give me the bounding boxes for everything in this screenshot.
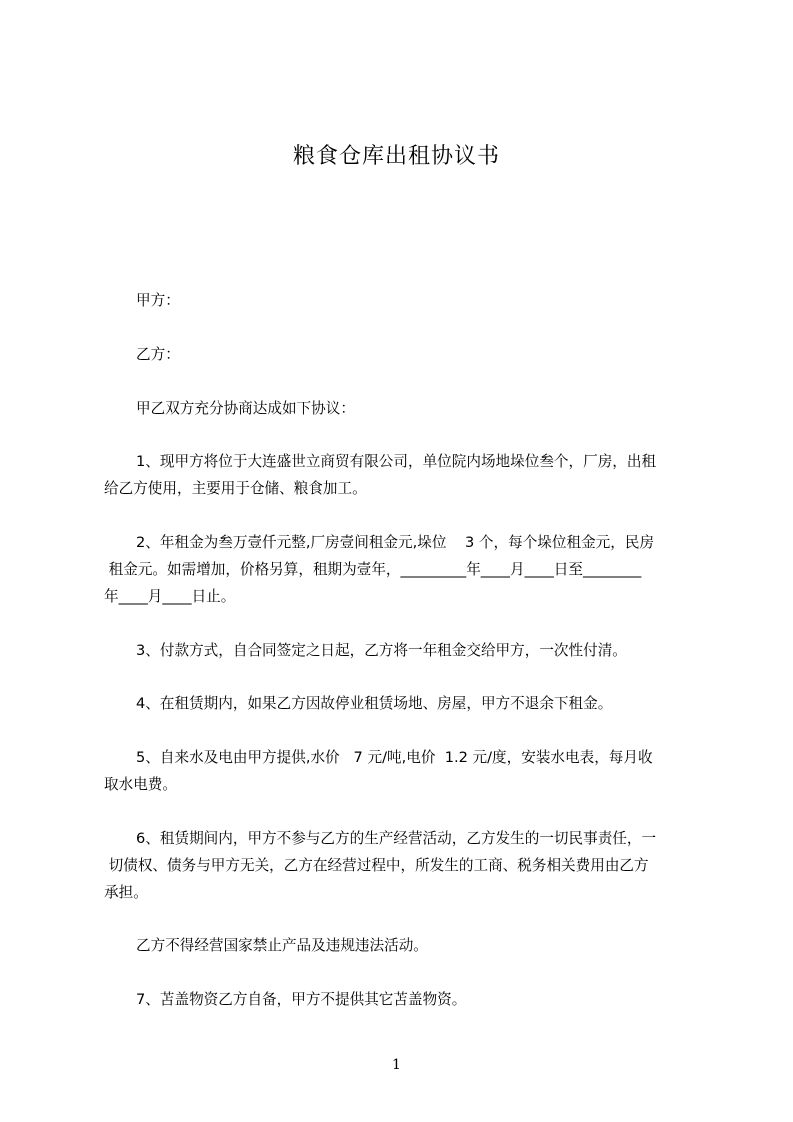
clause-5-line-1: 5、自来水及电由甲方提供,水价 7 元/吨,电价 1.2 元/度，安装水电表，每月收 <box>136 749 653 766</box>
clause-7: 7、苫盖物资乙方自备，甲方不提供其它苫盖物资。 <box>136 991 467 1008</box>
clause-6-line-2: 切债权、债务与甲方无关，乙方在经营过程中，所发生的工商、税务相关费用由乙方 <box>104 857 649 874</box>
clause-1-line-1: 1、现甲方将位于大连盛世立商贸有限公司，单位院内场地垛位叁个，厂房，出租 <box>136 453 657 470</box>
prohibition-clause: 乙方不得经营国家禁止产品及违规违法活动。 <box>136 937 428 954</box>
agreement-intro: 甲乙双方充分协商达成如下协议： <box>136 400 355 417</box>
clause-2-line-2: 租金元。如需增加，价格另算，租期为壹年，_________年____月____日至________ <box>104 561 642 578</box>
clause-6-line-1: 6、租赁期间内，甲方不参与乙方的生产经营活动，乙方发生的一切民事责任，一 <box>136 830 657 847</box>
page-number: 1 <box>392 1057 401 1073</box>
clause-3: 3、付款方式，自合同签定之日起，乙方将一年租金交给甲方，一次性付清。 <box>136 642 627 659</box>
clause-2-line-1: 2、年租金为叁万壹仟元整,厂房壹间租金元,垛位 3 个，每个垛位租金元，民房 <box>136 534 655 551</box>
party-b-label: 乙方： <box>136 346 180 363</box>
clause-4: 4、在租赁期内，如果乙方因故停业租赁场地、房屋，甲方不退余下租金。 <box>136 695 613 712</box>
clause-2-line-3: 年____月____日止。 <box>104 588 236 605</box>
document-title: 粮食仓库出租协议书 <box>292 144 500 169</box>
clause-5-line-2: 取水电费。 <box>104 776 177 793</box>
party-a-label: 甲方： <box>136 292 180 309</box>
clause-1-line-2: 给乙方使用，主要用于仓储、粮食加工。 <box>104 480 367 497</box>
clause-6-line-3: 承担。 <box>104 884 148 901</box>
